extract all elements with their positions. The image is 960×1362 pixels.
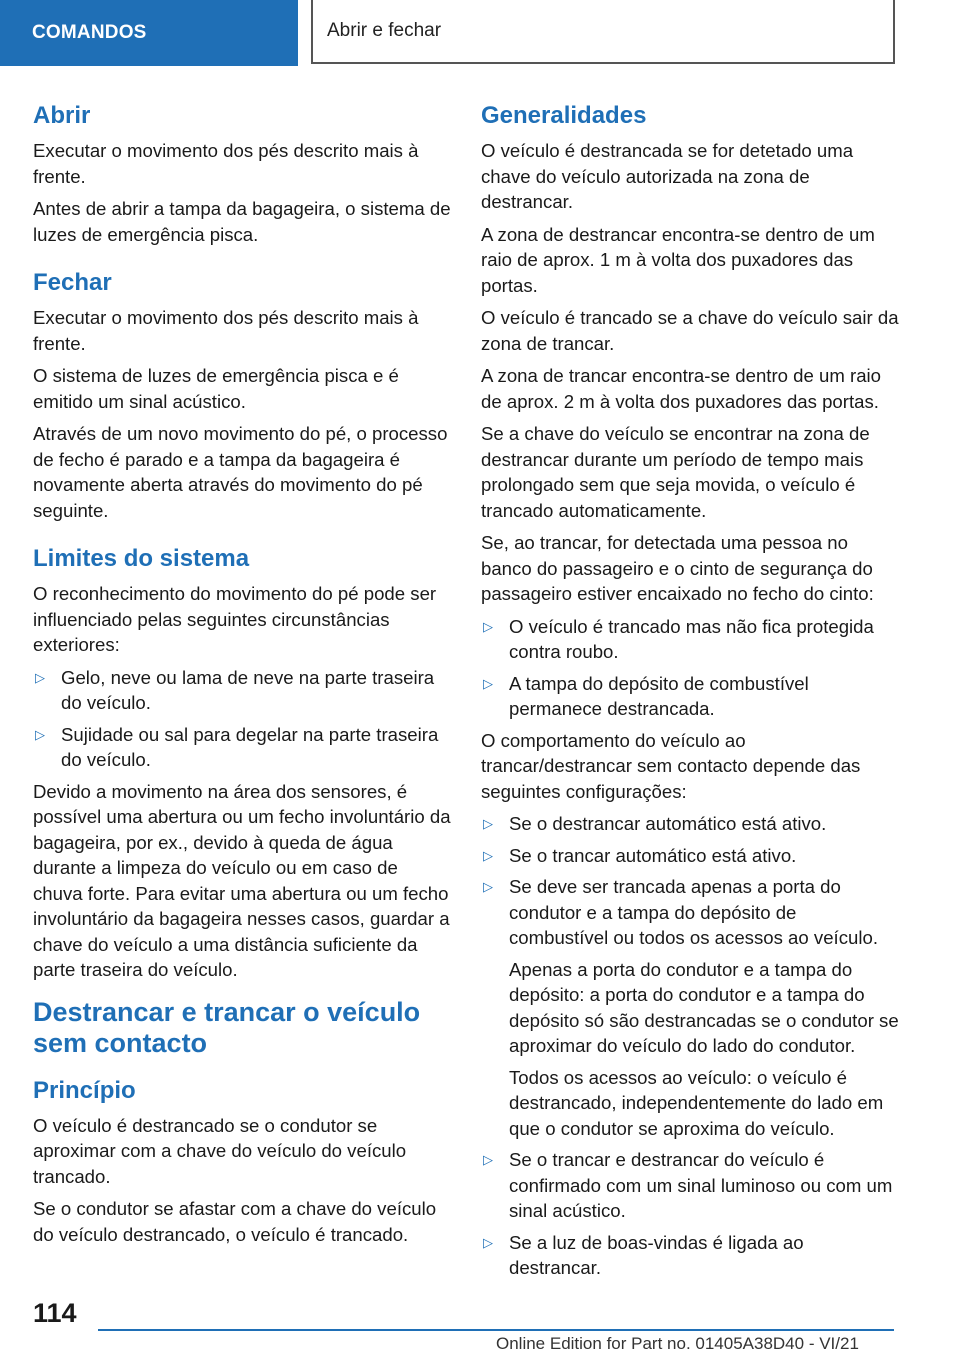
list-item-text: A tampa do depósito de combustível permanece destrancada. — [509, 672, 809, 719]
paragraph: Se o condutor se afastar com a chave do veículo do veículo destrancado, o veículo é trancado. — [33, 1198, 437, 1245]
list-item — [481, 874, 899, 1141]
paragraph: Se, ao trancar, for detectada uma pessoa no banco do passageiro e o cinto de segurança do passageiro estiver encaixado no fecho do cinto: — [481, 532, 874, 604]
section-tab — [311, 0, 895, 64]
list-item-text: Se a luz de boas-vindas é ligada ao destrancar. — [509, 1231, 804, 1278]
paragraph: O reconhecimento do movimento do pé pode ser influenciado pelas seguintes circunstâncias exteriores: — [33, 583, 437, 655]
list-item-text: Se o trancar automático está ativo. — [509, 844, 797, 866]
list-item-text: Se o trancar e destrancar do veículo é confirmado com um sinal luminoso ou com um sinal acústico. — [509, 1149, 893, 1221]
bullet-list — [481, 811, 899, 1281]
list-item-subparagraph: Todos os acessos ao veículo: o veículo é destrancado, independentemente do lado em que o condutor se aproxima do veículo. — [509, 1066, 884, 1139]
heading-principio: Princípio — [33, 1076, 136, 1104]
paragraph: O sistema de luzes de emergência pisca e é emitido um sinal acústico. — [33, 365, 399, 412]
heading-limites: Limites do sistema — [33, 545, 250, 572]
paragraph: O veículo é destrancado se o condutor se aproximar com a chave do veículo do veículo trancado. — [33, 1114, 407, 1187]
list-item-text: Se deve ser trancada apenas a porta do condutor e a tampa do depósito de combustível ou todos os acessos ao veículo. — [509, 876, 878, 948]
chapter-label: COMANDOS — [32, 22, 147, 43]
triangle-bullet-icon: ▷ — [483, 847, 493, 863]
triangle-bullet-icon: ▷ — [483, 1234, 493, 1250]
bullet-list — [481, 614, 899, 722]
triangle-bullet-icon: ▷ — [35, 726, 45, 742]
paragraph: Se a chave do veículo se encontrar na zona de destrancar durante um período de tempo mais prolongado sem que seja movida, o veículo é trancado automaticamente. — [481, 423, 870, 521]
list-item — [481, 843, 899, 869]
list-item — [481, 1230, 899, 1281]
triangle-bullet-icon: ▷ — [483, 1152, 493, 1167]
list-item — [33, 665, 451, 716]
chapter-tab — [0, 0, 298, 66]
section-label: Abrir e fechar — [327, 20, 442, 41]
page-header — [0, 0, 960, 66]
list-item — [481, 1147, 899, 1224]
list-item — [481, 614, 899, 665]
paragraph: Através de um novo movimento do pé, o processo de fecho é parado e a tampa da bagageira é novamente aberta através do movimento do pé seguinte. — [33, 423, 448, 521]
edition-label: Online Edition for Part no. 01405A38D40 - VI/21 — [496, 1334, 859, 1353]
left-column — [33, 100, 451, 1254]
list-item-text: Sujidade ou sal para degelar na parte traseira do veículo. — [61, 723, 439, 770]
list-item — [33, 722, 451, 773]
list-item-text: Se o destrancar automático está ativo. — [509, 813, 827, 834]
triangle-bullet-icon: ▷ — [35, 669, 45, 685]
paragraph: A zona de destrancar encontra-se dentro de um raio de aprox. 1 m à volta dos puxadores das portas. — [481, 223, 875, 296]
list-item — [481, 671, 899, 722]
paragraph: Executar o movimento dos pés descrito mais à frente. — [33, 140, 419, 187]
paragraph: Antes de abrir a tampa da bagageira, o sistema de luzes de emergência pisca. — [33, 198, 451, 245]
heading-abrir: Abrir — [33, 102, 91, 129]
paragraph: O veículo é destrancada se for detetado uma chave do veículo autorizada na zona de destrancar. — [481, 140, 854, 212]
paragraph: Executar o movimento dos pés descrito mais à frente. — [33, 307, 419, 354]
main-heading: Destrancar e trancar o veículo sem contacto — [33, 996, 421, 1058]
list-item-text: Gelo, neve ou lama de neve na parte traseira do veículo. — [61, 666, 435, 713]
right-column — [481, 100, 899, 1287]
heading-fechar: Fechar — [33, 269, 112, 296]
paragraph: O comportamento do veículo ao trancar/destrancar sem contacto depende das seguintes configurações: — [481, 729, 861, 802]
triangle-bullet-icon: ▷ — [483, 879, 493, 894]
triangle-bullet-icon: ▷ — [483, 675, 493, 691]
heading-generalidades: Generalidades — [481, 102, 647, 129]
paragraph: A zona de trancar encontra-se dentro de um raio de aprox. 2 m à volta dos puxadores das portas. — [481, 365, 882, 412]
triangle-bullet-icon: ▷ — [483, 816, 493, 831]
list-item-text: O veículo é trancado mas não fica protegida contra roubo. — [509, 615, 874, 662]
bullet-list — [33, 665, 451, 773]
paragraph: O veículo é trancado se a chave do veículo sair da zona de trancar. — [481, 307, 899, 354]
paragraph: Devido a movimento na área dos sensores, é possível uma abertura ou um fecho involuntário da bagageira, por ex., devido à queda de água durante a limpeza do veículo ou em caso de chuva forte. Para evitar uma abertura ou um fecho involuntário da bagageira nesses casos, guardar a chave do veículo a uma distância suficiente da parte traseira do veículo. — [33, 780, 451, 980]
list-item-subparagraph: Apenas a porta do condutor e a tampa do depósito: a porta do condutor e a tampa do depósito só são destrancadas se o condutor se aproximar do veículo do lado do condutor. — [509, 958, 899, 1056]
page-number: 114 — [33, 1298, 77, 1328]
triangle-bullet-icon: ▷ — [483, 618, 493, 634]
footer-divider — [98, 1329, 894, 1331]
list-item — [481, 811, 899, 837]
